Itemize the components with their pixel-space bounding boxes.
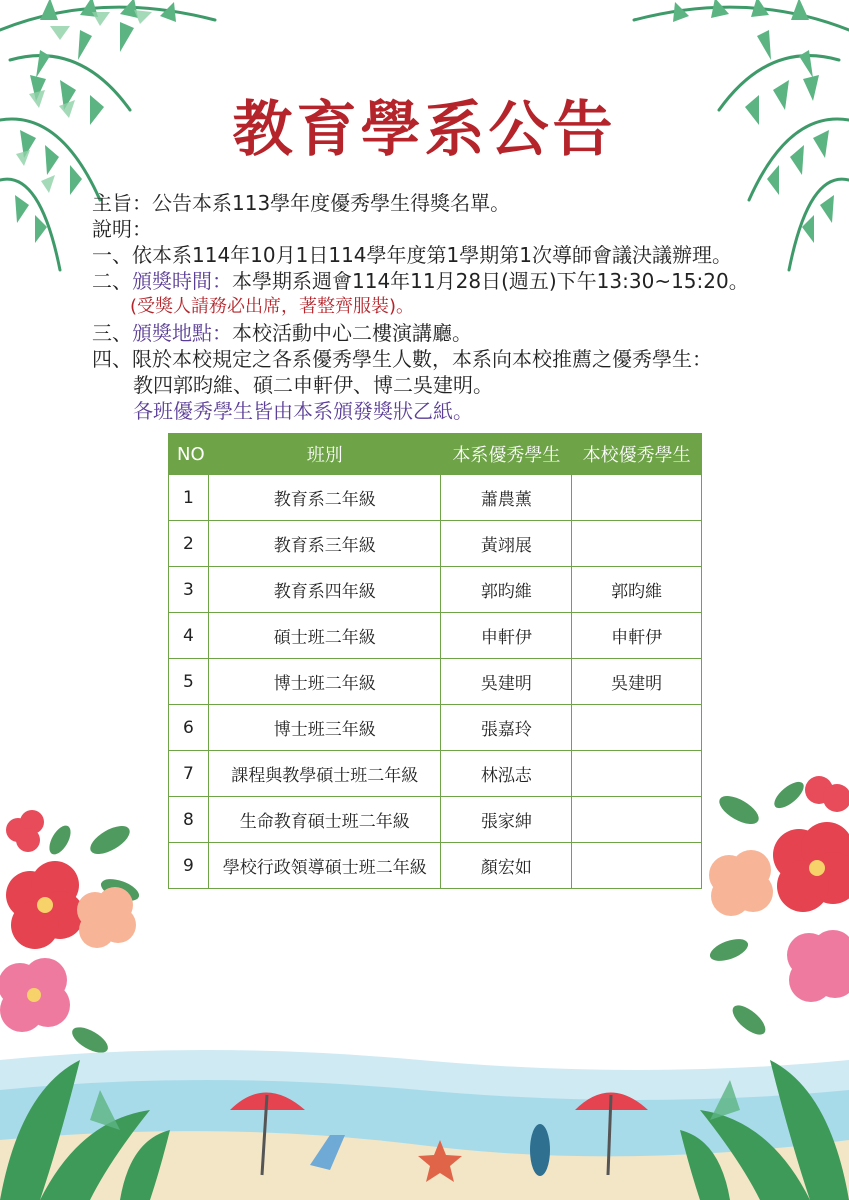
table-header-row: [169, 434, 702, 475]
table-row: [169, 475, 702, 521]
dept-student: 林泓志: [441, 751, 572, 797]
class-name: 教育系三年級: [208, 521, 441, 567]
class-name: 博士班二年級: [208, 659, 441, 705]
class-name: 學校行政領導碩士班二年級: [208, 843, 441, 889]
class-name: 教育系二年級: [208, 475, 441, 521]
school-student: 申軒伊: [572, 613, 702, 659]
class-name: 教育系四年級: [208, 567, 441, 613]
school-student: [572, 705, 702, 751]
dept-student: 張嘉玲: [441, 705, 572, 751]
class-name: 博士班三年級: [208, 705, 441, 751]
row-number: 3: [169, 567, 209, 613]
row-number: 9: [169, 843, 209, 889]
table-row: [169, 567, 702, 613]
item-3-prefix: 三、: [92, 321, 132, 345]
award-time-label: 頒獎時間：: [132, 269, 232, 293]
column-header-class: 班別: [208, 434, 441, 475]
school-student: [572, 475, 702, 521]
certificate-note: 各班優秀學生皆由本系頒發獎狀乙紙。: [133, 399, 473, 423]
item-4: 四、限於本校規定之各系優秀學生人數，本系向本校推薦之優秀學生：: [92, 347, 712, 371]
table-row: [169, 613, 702, 659]
page-title: 教育學系公告: [232, 95, 617, 165]
class-name: 碩士班二年級: [208, 613, 441, 659]
hibiscus-flowers-right-illustration: [709, 770, 849, 1050]
row-number: 4: [169, 613, 209, 659]
dept-student: 張家紳: [441, 797, 572, 843]
table-row: [169, 751, 702, 797]
row-number: 7: [169, 751, 209, 797]
school-student: [572, 751, 702, 797]
item-4-continuation: 教四郭昀維、碩二申軒伊、博二吳建明。: [133, 373, 493, 397]
table-row: [169, 797, 702, 843]
school-student: [572, 843, 702, 889]
row-number: 8: [169, 797, 209, 843]
column-header-dept-outstanding: 本系優秀學生: [441, 434, 572, 475]
award-location-text: 本校活動中心二樓演講廳。: [232, 321, 472, 345]
dept-student: 吳建明: [441, 659, 572, 705]
table-row: [169, 705, 702, 751]
attendance-note: (受獎人請務必出席，著整齊服裝)。: [130, 296, 415, 317]
dept-student: 蕭農薰: [441, 475, 572, 521]
item-2-prefix: 二、: [92, 269, 132, 293]
award-time-text: 本學期系週會114年11月28日(週五)下午13:30~15:20。: [232, 269, 749, 293]
class-name: 課程與教學碩士班二年級: [208, 751, 441, 797]
row-number: 6: [169, 705, 209, 751]
table-row: [169, 843, 702, 889]
explanation-heading: 說明：: [92, 217, 152, 241]
item-3: [92, 320, 472, 346]
column-header-school-outstanding: 本校優秀學生: [572, 434, 702, 475]
table-row: [169, 659, 702, 705]
subject-line: 主旨：公告本系113學年度優秀學生得獎名單。: [92, 191, 511, 215]
award-location-label: 頒獎地點：: [132, 321, 232, 345]
item-1: 一、依本系114年10月1日114學年度第1學期第1次導師會議決議辦理。: [92, 243, 732, 267]
school-student: [572, 797, 702, 843]
hibiscus-flowers-left-illustration: [0, 800, 150, 1060]
row-number: 5: [169, 659, 209, 705]
school-student: 吳建明: [572, 659, 702, 705]
awards-table: [168, 433, 702, 889]
column-header-no: NO: [169, 434, 209, 475]
item-2: [92, 268, 749, 294]
school-student: 郭昀維: [572, 567, 702, 613]
row-number: 2: [169, 521, 209, 567]
table-row: [169, 521, 702, 567]
row-number: 1: [169, 475, 209, 521]
dept-student: 申軒伊: [441, 613, 572, 659]
beach-scene-illustration: [0, 1030, 849, 1200]
dept-student: 顏宏如: [441, 843, 572, 889]
school-student: [572, 521, 702, 567]
dept-student: 郭昀維: [441, 567, 572, 613]
dept-student: 黃翊展: [441, 521, 572, 567]
class-name: 生命教育碩士班二年級: [208, 797, 441, 843]
